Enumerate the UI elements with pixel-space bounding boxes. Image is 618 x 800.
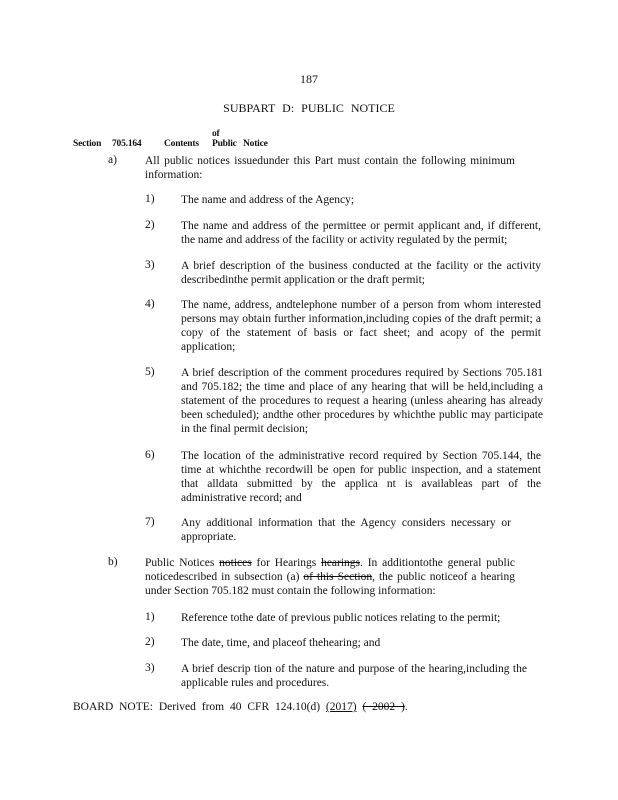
board-note-text: BOARD NOTE: Derived from 40 CFR 124.10(d) [73, 701, 321, 713]
subitem-marker: 3) [145, 259, 155, 271]
subitem-marker: 6) [145, 449, 155, 461]
page-number: 187 [300, 72, 318, 86]
deleted-text: hearings [321, 557, 361, 569]
subitem-text: Reference tothe date of previous public notices relating to the permit; [181, 612, 501, 624]
subitem-marker: 1) [145, 193, 155, 205]
board-note [73, 701, 408, 713]
subitem-text: The location of the administrative record required by Section 705.144, the time at whichthe recordwill be open for public inspection, and a statement that alldata submitted by the applica nt is availableas part of the administrative record; and [181, 450, 541, 504]
subitem-marker: 5) [145, 366, 155, 378]
subitem-text: A brief descrip tion of the nature and purpose of the hearing,including the applicable rules and procedures. [181, 663, 527, 689]
section-word-contents: Contents [164, 139, 199, 149]
subitem-text: The date, time, and placeof thehearing; and [181, 637, 381, 649]
item-b-text-part: Public Notices [145, 557, 215, 569]
item-b-marker: b) [108, 556, 118, 568]
item-a-marker: a) [108, 154, 117, 166]
subitem-marker: 2) [145, 636, 155, 648]
subpart-title: SUBPART D: PUBLIC NOTICE [223, 101, 395, 115]
subitem-marker: 1) [145, 611, 155, 623]
subitem-text: The name, address, andtelephone number of a person from whom interested persons may obtain further information,including copies of the draft permit; a copy of the statement of basis or fact sheet; and acopy of the permit application; [181, 299, 541, 353]
item-b-text-part: . In additiontothe general public noticedescribed in subsection (a) [145, 557, 515, 583]
deleted-text: of this Section [303, 571, 373, 583]
subitem-marker: 2) [145, 219, 155, 231]
deleted-text: notices [219, 557, 252, 569]
subitem-marker: 3) [145, 662, 155, 674]
item-a-text: All public notices issuedunder this Part must contain the following minimum information: [145, 155, 515, 181]
subitem-text: The name and address of the Agency; [181, 194, 355, 206]
board-note-period: . [404, 701, 408, 713]
inserted-text: (2017) [325, 701, 357, 713]
subitem-text: The name and address of the permittee or permit applicant and, if different, the name and address of the facility or activity regulated by the permit; [181, 220, 541, 246]
deleted-text: ( 2002 ) [362, 701, 405, 713]
item-b-text-part: for Hearings [256, 557, 317, 569]
section-heading [73, 129, 268, 149]
subitem-text: Any additional information that the Agency considers necessary or appropriate. [181, 517, 511, 543]
item-b-text [145, 556, 515, 598]
subitem-marker: 7) [145, 516, 155, 528]
section-number: 705.164 [112, 139, 142, 149]
section-label: Section [73, 139, 102, 149]
subitem-text: A brief description of the business conducted at the facility or the activity describedinthe permit application or the draft permit; [181, 260, 541, 286]
subitem-text: A brief description of the comment procedures required by Sections 705.181 and 705.182; the time and place of any hearing that will be held,including a statement of the procedures to request a hearing (unless ahearing has already been scheduled); andthe other procedures by whichthe public may participate in the final permit decision; [181, 367, 543, 435]
item-b-text-part: , the public noticeof a hearing under Section 705.182 must contain the following information: [145, 571, 515, 597]
section-word-notice: Notice [243, 139, 268, 149]
section-word-of-public: of Public [212, 129, 237, 149]
subitem-marker: 4) [145, 298, 155, 310]
